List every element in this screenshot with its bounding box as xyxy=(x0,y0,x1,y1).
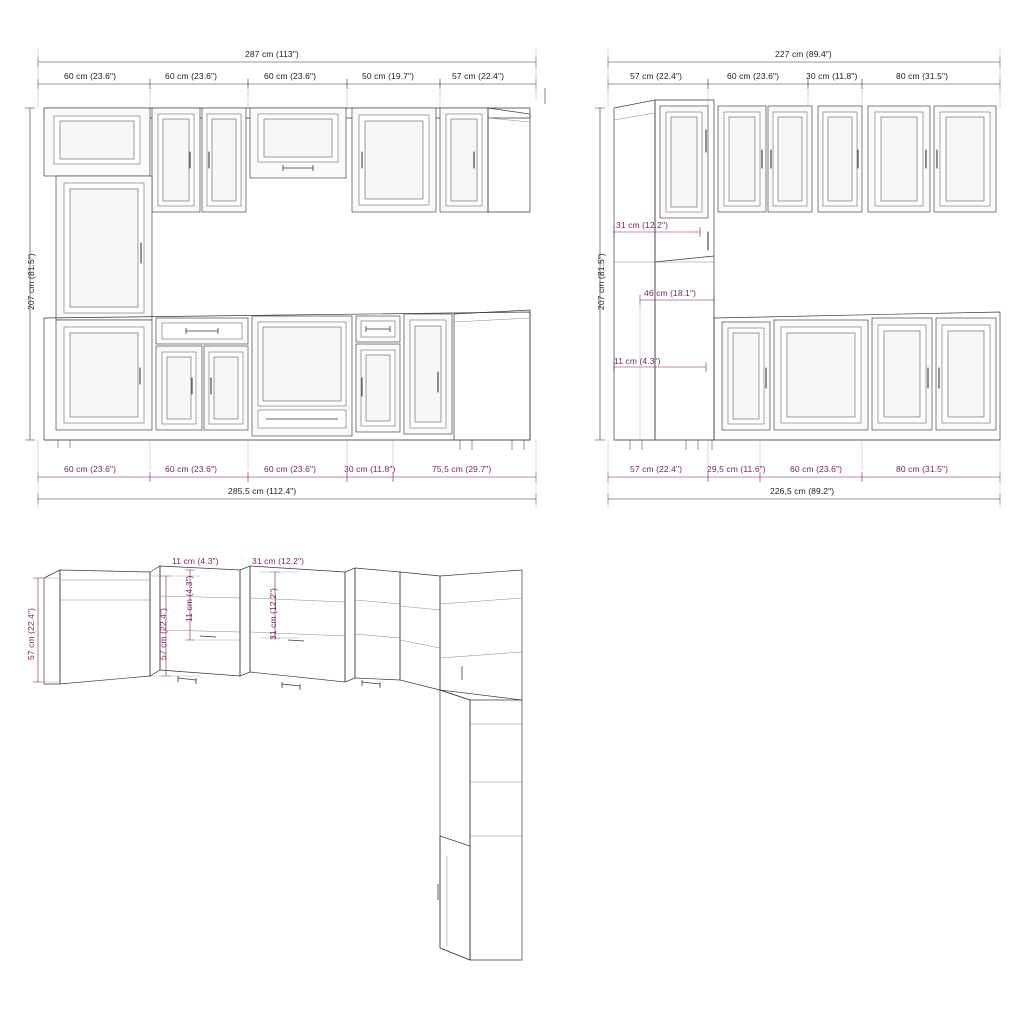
right-top-seg-2: 60 cm (23.6") xyxy=(727,71,780,81)
persp-top-callout-31: 31 cm (12.2") xyxy=(252,556,305,566)
right-inner-31: 31 cm (12.2") xyxy=(616,220,669,230)
left-top-seg-5: 57 cm (22.4") xyxy=(452,71,505,81)
right-bottom-total: 226,5 cm (89.2") xyxy=(770,486,835,496)
right-bottom-seg-3: 60 cm (23.6") xyxy=(790,464,843,474)
left-height-label: 207 cm (81.5") xyxy=(26,253,36,310)
left-bottom-seg-2: 60 cm (23.6") xyxy=(165,464,218,474)
left-top-seg-3: 60 cm (23.6") xyxy=(264,71,317,81)
right-bottom-dimensions xyxy=(608,440,1000,508)
right-top-seg-4: 80 cm (31.5") xyxy=(896,71,949,81)
right-run xyxy=(614,100,1000,450)
right-inner-11: 11 cm (4.3") xyxy=(614,356,661,366)
left-bottom-dimensions xyxy=(38,440,536,508)
right-top-seg-3: 30 cm (11.8") xyxy=(806,71,858,81)
left-top-seg-1: 60 cm (23.6") xyxy=(64,71,117,81)
right-inner-dimensions xyxy=(614,227,714,440)
left-bottom-seg-4: 30 cm (11.8") xyxy=(344,464,396,474)
right-top-total: 227 cm (89.4") xyxy=(775,49,832,59)
left-base-run xyxy=(44,310,530,450)
right-top-seg-1: 57 cm (22.4") xyxy=(630,71,683,81)
right-bottom-seg-4: 80 cm (31.5") xyxy=(896,464,949,474)
left-bottom-seg-1: 60 cm (23.6") xyxy=(64,464,117,474)
left-bottom-seg-5: 75,5 cm (29.7") xyxy=(432,464,492,474)
right-bottom-seg-2: 29,5 cm (11.6") xyxy=(707,464,766,474)
left-bottom-total: 285,5 cm (112.4") xyxy=(228,486,297,496)
right-inner-46: 46 cm (18.1") xyxy=(644,288,697,298)
left-top-total: 287 cm (113") xyxy=(245,49,299,59)
right-bottom-seg-1: 57 cm (22.4") xyxy=(630,464,683,474)
persp-label-31: 31 cm (12.2") xyxy=(268,587,278,640)
left-top-seg-4: 50 cm (19.7") xyxy=(362,71,415,81)
persp-top-callout-11: 11 cm (4.3") xyxy=(172,556,219,566)
persp-label-57-mid: 57 cm (22.4") xyxy=(158,607,168,660)
left-top-seg-2: 60 cm (23.6") xyxy=(165,71,218,81)
right-height-label: 207 cm (81.5") xyxy=(596,253,606,310)
persp-label-11: 11 cm (4.3") xyxy=(184,575,194,622)
left-tall-cabinet xyxy=(56,176,152,320)
persp-label-57-left: 57 cm (22.4") xyxy=(26,607,36,660)
left-bottom-seg-3: 60 cm (23.6") xyxy=(264,464,317,474)
